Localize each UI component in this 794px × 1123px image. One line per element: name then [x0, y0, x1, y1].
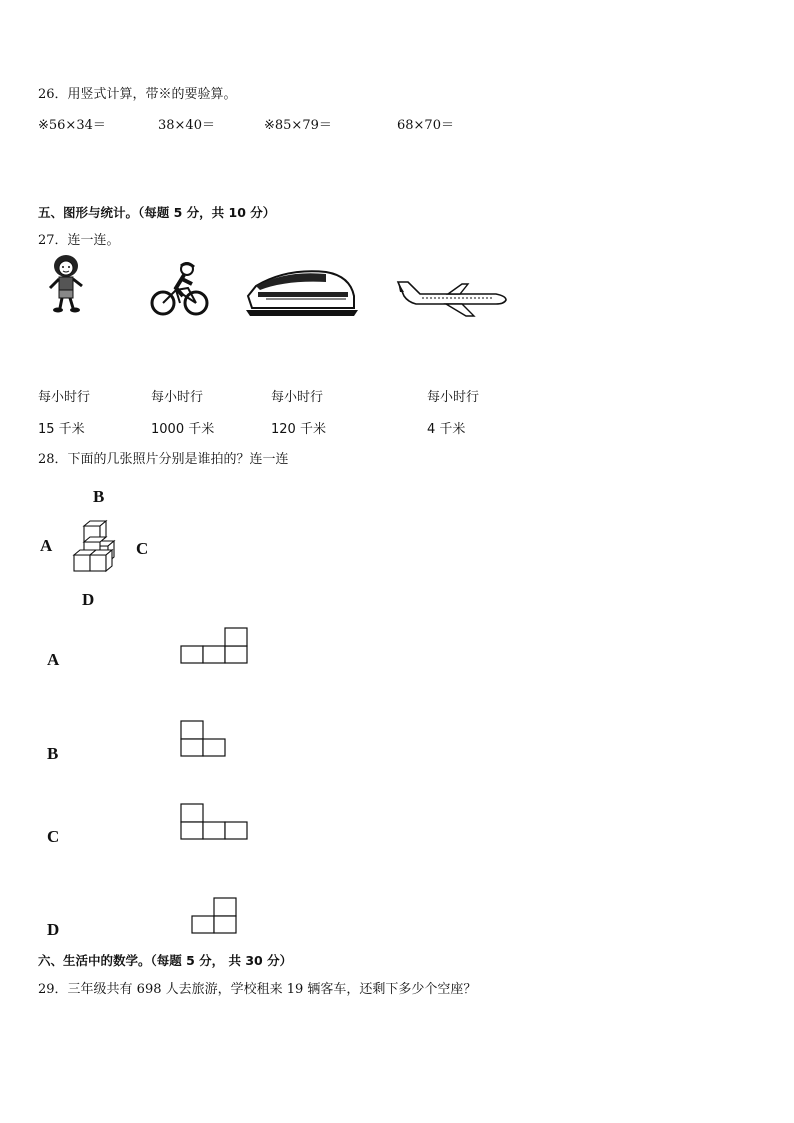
direction-label-d: D	[82, 590, 95, 609]
speed-label-1-line1: 每小时行	[38, 390, 91, 405]
view-b-figure	[180, 720, 228, 758]
speed-label-3-line2: 120 千米	[271, 422, 326, 437]
speed-label-4-line2: 4 千米	[427, 422, 466, 437]
girl-walking-picture	[46, 252, 88, 314]
view-label-b: B	[47, 744, 59, 763]
airplane-picture	[396, 276, 508, 318]
speed-label-2-line2: 1000 千米	[151, 422, 215, 437]
direction-label-b: B	[93, 487, 105, 506]
direction-label-a: A	[40, 536, 53, 555]
q28-title: 28．下面的几张照片分别是谁拍的？连一连	[38, 452, 289, 467]
q26-item-4: 68×70＝	[397, 118, 454, 133]
speed-label-4-line1: 每小时行	[427, 390, 480, 405]
section-6-heading: 六、生活中的数学。（每题 5 分， 共 30 分）	[38, 953, 293, 968]
q26-item-3: ※85×79＝	[264, 118, 332, 133]
view-c-figure	[180, 803, 250, 841]
section-5-heading: 五、图形与统计。（每题 5 分，共 10 分）	[38, 205, 276, 220]
view-a-figure	[180, 627, 250, 665]
speed-label-3-line1: 每小时行	[271, 390, 324, 405]
speed-label-1-line2: 15 千米	[38, 422, 85, 437]
speed-label-2-line1: 每小时行	[151, 390, 204, 405]
view-d-figure	[191, 897, 239, 935]
q29-text: 29．三年级共有 698 人去旅游，学校租来 19 辆客车，还剩下多少个空座？	[38, 982, 477, 997]
high-speed-train-picture	[246, 266, 358, 318]
direction-label-c: C	[136, 539, 149, 558]
view-label-c: C	[47, 827, 60, 846]
q26-item-1: ※56×34＝	[38, 118, 106, 133]
q26-title: 26．用竖式计算，带※的要验算。	[38, 87, 237, 102]
cyclist-picture	[150, 260, 210, 318]
cube-stack-figure	[72, 520, 120, 576]
view-label-a: A	[47, 650, 60, 669]
view-label-d: D	[47, 920, 60, 939]
q26-item-2: 38×40＝	[158, 118, 215, 133]
q27-title: 27．连一连。	[38, 233, 120, 248]
